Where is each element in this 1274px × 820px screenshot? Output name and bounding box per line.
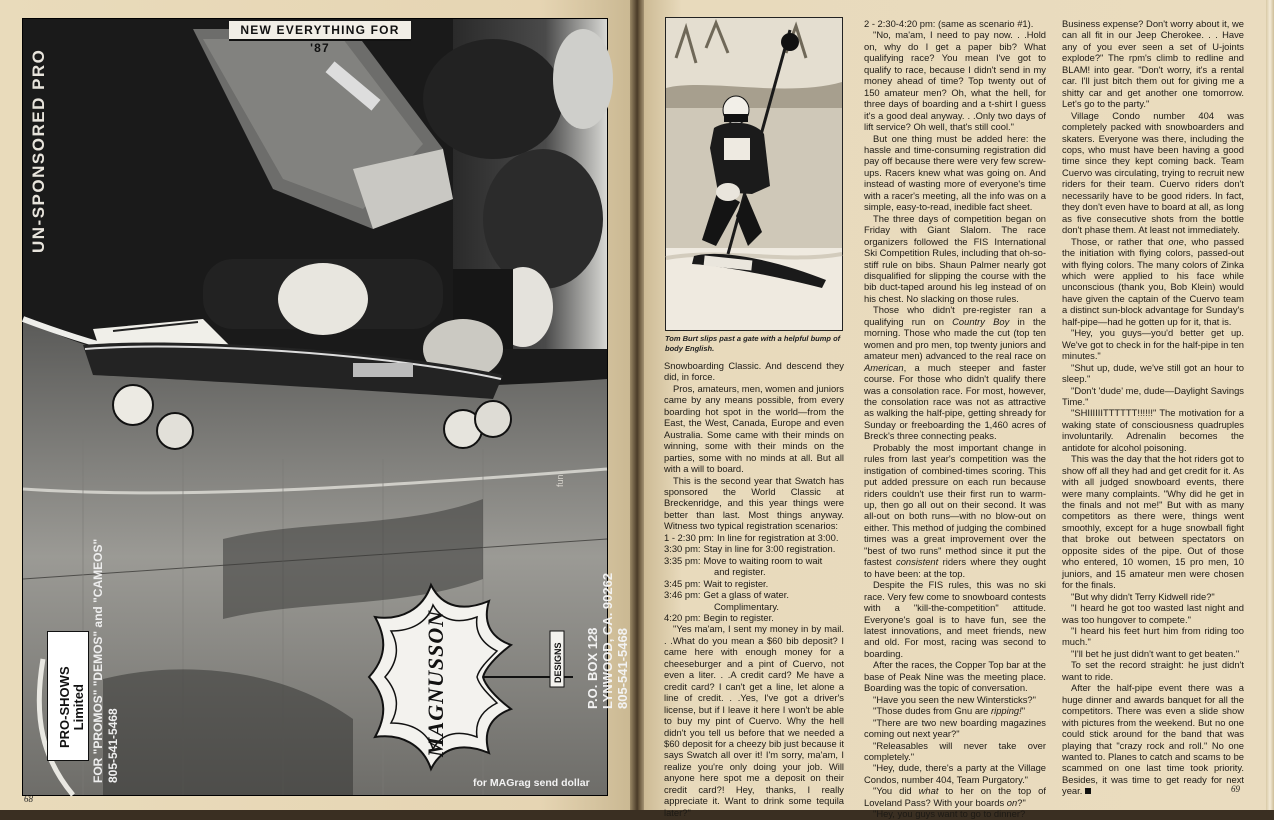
paragraph: The three days of competition began on Friday with Giant Slalom. The race organizers followed the FIS International Ski Competition Rules, including that oh-so-stiff rule on bibs. Shaun Palmer nearly got disqualified for slipping the course with the bib duct-taped around his leg instead of on his chest. No slacking on those rules. bbox=[864, 212, 1046, 304]
text-run: , who passed the initiation with flying colors, passed-out with flying colors. The many colors of Zinka which were applied to his face while unconscious (thank you, Bob Klein) would have given the captain of the Cuervo team a distinct sun-block advantage for Sunday's half-pipe—had he gotten up for it, that is. bbox=[1062, 235, 1244, 327]
paragraph bbox=[864, 705, 1046, 716]
schedule-time: 1 - 2:30 pm: bbox=[664, 531, 715, 543]
paragraph: "I heard his feet hurt him from riding too much." bbox=[1062, 625, 1244, 648]
schedule-text-cont: Complimentary. bbox=[714, 600, 779, 612]
logo-word: MAGNUSSON bbox=[423, 609, 448, 757]
schedule-text: Get a glass of water. bbox=[703, 589, 789, 601]
paragraph: After the races, the Copper Top bar at the base of Peak Nine was the meeting place. Boarding was the topic of conversation. bbox=[864, 659, 1046, 694]
paragraph: "There are two new boarding magazines coming out next year?" bbox=[864, 716, 1046, 740]
emphasis: what bbox=[918, 785, 939, 797]
page-number-left: 68 bbox=[24, 794, 33, 804]
schedule-row bbox=[664, 543, 844, 554]
registration-schedule bbox=[664, 532, 844, 624]
paragraph bbox=[1062, 236, 1244, 328]
paragraph: "I'll bet he just didn't want to get beaten." bbox=[1071, 647, 1240, 659]
schedule-row bbox=[664, 578, 844, 589]
emphasis: on bbox=[1006, 796, 1018, 808]
schedule-text-cont: and register. bbox=[714, 566, 766, 578]
schedule-time: 4:20 pm: bbox=[664, 611, 701, 623]
magnusson-ad bbox=[22, 18, 630, 796]
magnusson-designs-logo bbox=[359, 571, 583, 783]
text-run: Probably the most important change in rules from last year's competition was the instigation of combined-times scoring. This put added pressure on each run because riders couldn't use their first run to warm-up, then go all out on their second. It was all-out on both runs—with no blow-out on either. This method of judging the combined times was a great improvement over the "best of two runs" method since it put the fastest bbox=[864, 441, 1046, 568]
left-page bbox=[0, 0, 635, 810]
schedule-time: 3:45 pm: bbox=[664, 577, 701, 589]
text-run: to her on the top of Loveland Pass? With your boards bbox=[864, 785, 1046, 808]
emphasis: one bbox=[1168, 235, 1184, 247]
paragraph: Snowboarding Classic. And descend they did, in force. bbox=[664, 360, 844, 383]
paragraph: Despite the FIS rules, this was no ski race. Very few come to snowboard contests with a "kill-the-competition" attitude. Everyone's goal is to have fun, see the latest innovations, and meet friends, new and old. For most, racing was second to boarding. bbox=[864, 579, 1046, 659]
paragraph: "I heard he got too wasted last night and was too hungover to compete." bbox=[1062, 602, 1244, 625]
ad-top-banner: NEW EVERYTHING FOR '87 bbox=[229, 21, 411, 41]
ad-side-title: UN-SPONSORED PRO bbox=[29, 48, 48, 253]
contact-line-2: LYNWOOD, CA. 90262 bbox=[600, 572, 615, 709]
paragraph: But one thing must be added here: the hassle and time-consuming registration did pay off because there were very few screw-ups. Racers knew what was going on. And instead of wasting more of everyone's time with a racer's meeting, all the info was on a simple, easy-to-read, inedible fact sheet. bbox=[864, 132, 1046, 213]
paragraph: "Hey, you guys want to go to dinner? bbox=[873, 808, 1026, 820]
emphasis: American bbox=[864, 361, 904, 373]
schedule-row bbox=[664, 589, 844, 600]
contact-line-1: P.O. BOX 128 bbox=[585, 627, 600, 709]
text-run: "Those dudes from Gnu are bbox=[873, 705, 991, 717]
paragraph: This was the day that the hot riders got to show off all they had and get credit for it. As with all judged snowboard events, there were many complaints. "Why did he get in the finals and not me!" But with as many competitors as there were, things went smoothly, except for a huge snowball fight that broke out between spectators on opposite sides of the pipe. Out of those who entered, 10 women, 15 pro men, 10 juniors, and 15 amateur men were chosen for the finals. bbox=[1062, 453, 1244, 591]
paragraph: "SHIIIIIITTTTTT!!!!!!" The motivation for a waking state of consciousness quadruples involuntarily. Adrenalin becomes the antidote for alcohol poisoning. bbox=[1062, 407, 1244, 453]
paragraph: Pros, amateurs, men, women and juniors came by any means possible, from every boarding hot spot in the world—from the East, the West, Canada, Europe and even Australia. Some came with their minds on winning, some with their minds on the parties, some with no minds at all. But all with a will to board. bbox=[664, 382, 844, 475]
article-column-1 bbox=[664, 360, 844, 818]
pro-shows-limited: Limited bbox=[71, 684, 86, 731]
paragraph bbox=[1062, 682, 1244, 797]
schedule-time: 3:46 pm: bbox=[664, 589, 701, 601]
ad-contact-block bbox=[585, 573, 630, 709]
paragraph: "Hey, you guys—you'd better get up. We've got to check in for the half-pipe in ten minutes." bbox=[1062, 327, 1244, 362]
schedule-text: Move to waiting room to wait bbox=[703, 554, 823, 566]
schedule-time: 3:30 pm: bbox=[664, 543, 701, 555]
text-run: Those who didn't pre-register ran a qualifying run on bbox=[864, 304, 1046, 327]
paragraph: "But why didn't Terry Kidwell ride?" bbox=[1071, 590, 1215, 602]
ad-bottom-note: for MAGrag send dollar bbox=[473, 777, 590, 789]
text-run: riders where they ought to have been: at the top. bbox=[864, 556, 1046, 579]
paragraph: "Hey, dude, there's a party at the Village Condos, number 404, Team Purgatory." bbox=[864, 762, 1046, 785]
logo-tag: DESIGNS bbox=[553, 642, 563, 683]
article-column-2 bbox=[864, 18, 1046, 820]
contact-line-3: 805-541-5468 bbox=[615, 628, 630, 709]
pro-shows-offer bbox=[91, 539, 121, 783]
text-run: "You did bbox=[873, 785, 919, 797]
text-run: " bbox=[1021, 705, 1026, 717]
pro-shows-name: PRO-SHOWS bbox=[57, 666, 72, 748]
offer-line-1: FOR "PROMOS" "DEMOS" and "CAMEOS" bbox=[91, 538, 105, 783]
text-run: Those, or rather that bbox=[1071, 235, 1169, 247]
paragraph: "Yes ma'am, I sent my money in by mail. . .What do you mean a $60 bib deposit? I came here with enough money for a cheeseburger and a pint of Cuervo, not even a liter. . .A credit card? Me have a credit card? I can't get a line, let alone a line of credit. . .Yes, I've got a driver's license, but if I leave it here I won't be able to buy my pint of Cuervo. Why the hell didn't you tell us before that we needed a $60 deposit for a cheezy bib just because it says Swatch all over it! I'm sorry, ma'am, I realize you're only doing your job. Will anyone here spot me a deposit on their credit card?! Hey, thanks, I really appreciate it. Want to drink some tequila later?" bbox=[664, 623, 844, 818]
schedule-row bbox=[664, 612, 844, 623]
paragraph bbox=[864, 785, 1046, 808]
paragraph: This is the second year that Swatch has sponsored the World Classic at Breckenridge, and this year things were better than last. Most things anyway. Witness two typical registration scenarios: bbox=[664, 474, 844, 532]
paragraph: 2 - 2:30-4:20 pm: (same as scenario #1). bbox=[864, 18, 1034, 29]
schedule-text: In line for registration at 3:00. bbox=[717, 531, 839, 543]
schedule-time: 3:35 pm: bbox=[664, 554, 701, 566]
pro-shows-badge bbox=[47, 631, 89, 761]
paragraph: To set the record straight: he just didn't want to ride. bbox=[1062, 659, 1244, 682]
right-page bbox=[644, 0, 1274, 820]
article-column-3 bbox=[1062, 18, 1244, 797]
paragraph: "Shut up, dude, we've still got an hour to sleep." bbox=[1062, 361, 1244, 385]
emphasis: consistent bbox=[896, 556, 939, 568]
photo-credit: fun bbox=[555, 474, 565, 487]
schedule-text: Begin to register. bbox=[703, 611, 774, 623]
paragraph bbox=[864, 442, 1046, 579]
race-photo bbox=[665, 17, 843, 331]
paragraph: "Don't 'dude' me, dude—Daylight Savings Time." bbox=[1062, 384, 1244, 407]
page-number-right: 69 bbox=[1231, 784, 1240, 794]
text-run: in the morning. Those who made the cut (top ten women and pro men, top twenty juniors and amateur men) advanced to the real race on bbox=[864, 315, 1047, 362]
photo-caption: Tom Burt slips past a gate with a helpful bump of body English. bbox=[665, 334, 841, 353]
schedule-row bbox=[664, 532, 844, 543]
emphasis: ripping! bbox=[990, 705, 1022, 717]
schedule-text: Stay in line for 3:00 registration. bbox=[703, 543, 836, 555]
text-run: , a much steeper and faster course. For those who didn't qualify there was a consolation race. For most, however, the consolation race was not as attractive as walking the half-pipe, getting shready for Sunday or freeboarding the 1,460 acres of Breck's three connecting peaks. bbox=[864, 361, 1046, 442]
schedule-row bbox=[664, 555, 844, 566]
offer-line-2: 805-541-5468 bbox=[106, 708, 120, 783]
paragraph bbox=[864, 304, 1046, 441]
snowboarder-slalom-photo bbox=[666, 18, 842, 330]
emphasis: Country Boy bbox=[952, 315, 1010, 327]
page-edge bbox=[1266, 0, 1274, 810]
paragraph: "No, ma'am, I need to pay now. . .Hold on, why do I get a paper bib? What qualifying race? You mean I've got to qualify to race, because I didn't send in my money ahead of time? Top twenty out of 150 amateur men? Oh, what the hell, for three days of boarding and a t-shirt I guess it's a good deal anyway. . .Only two days of lift service? Oh well, that's still cool." bbox=[864, 29, 1046, 133]
text-run: ?" bbox=[1017, 796, 1026, 808]
end-of-article-mark bbox=[1085, 788, 1091, 794]
text-run: After the half-pipe event there was a huge dinner and awards banquet for all the competitors. There was even a slide show with pictures from the weekend. But no one could stick around for the band that was playing that "crazy rock and roll." No one wanted to. Planes to catch and scams to be scammed on one last time took priority. Besides, it was time to get ready for next year. bbox=[1062, 682, 1244, 797]
paragraph: "Have you seen the new Wintersticks?" bbox=[873, 693, 1036, 705]
paragraph: Business expense? Don't worry about it, we can all fit in our Jeep Cherokee. . . Have any of you ever seen a set of U-joints explode?" The rpm's climb to redline and BLAM! into gear. "Don't worry, it's a rental car. I'll just bitch them out for giving me a shitty car and get another one tomorrow. Let's go to the party." bbox=[1062, 18, 1244, 110]
paragraph: "Releasables will never take over completely." bbox=[864, 739, 1046, 762]
schedule-text: Wait to register. bbox=[703, 577, 769, 589]
paragraph: Village Condo number 404 was completely packed with snowboarders and skaters. Everyone was there, including the cops, who must have been having a good time since they kept coming back. Team Cuervo was circulating, trying to recruit new riders for their team. Cuervo riders don't necessarily have to be good riders. In fact, they don't even have to board at all, as long as five consecutive shots from the bottle don't phase them. At least not immediately. bbox=[1062, 109, 1244, 236]
